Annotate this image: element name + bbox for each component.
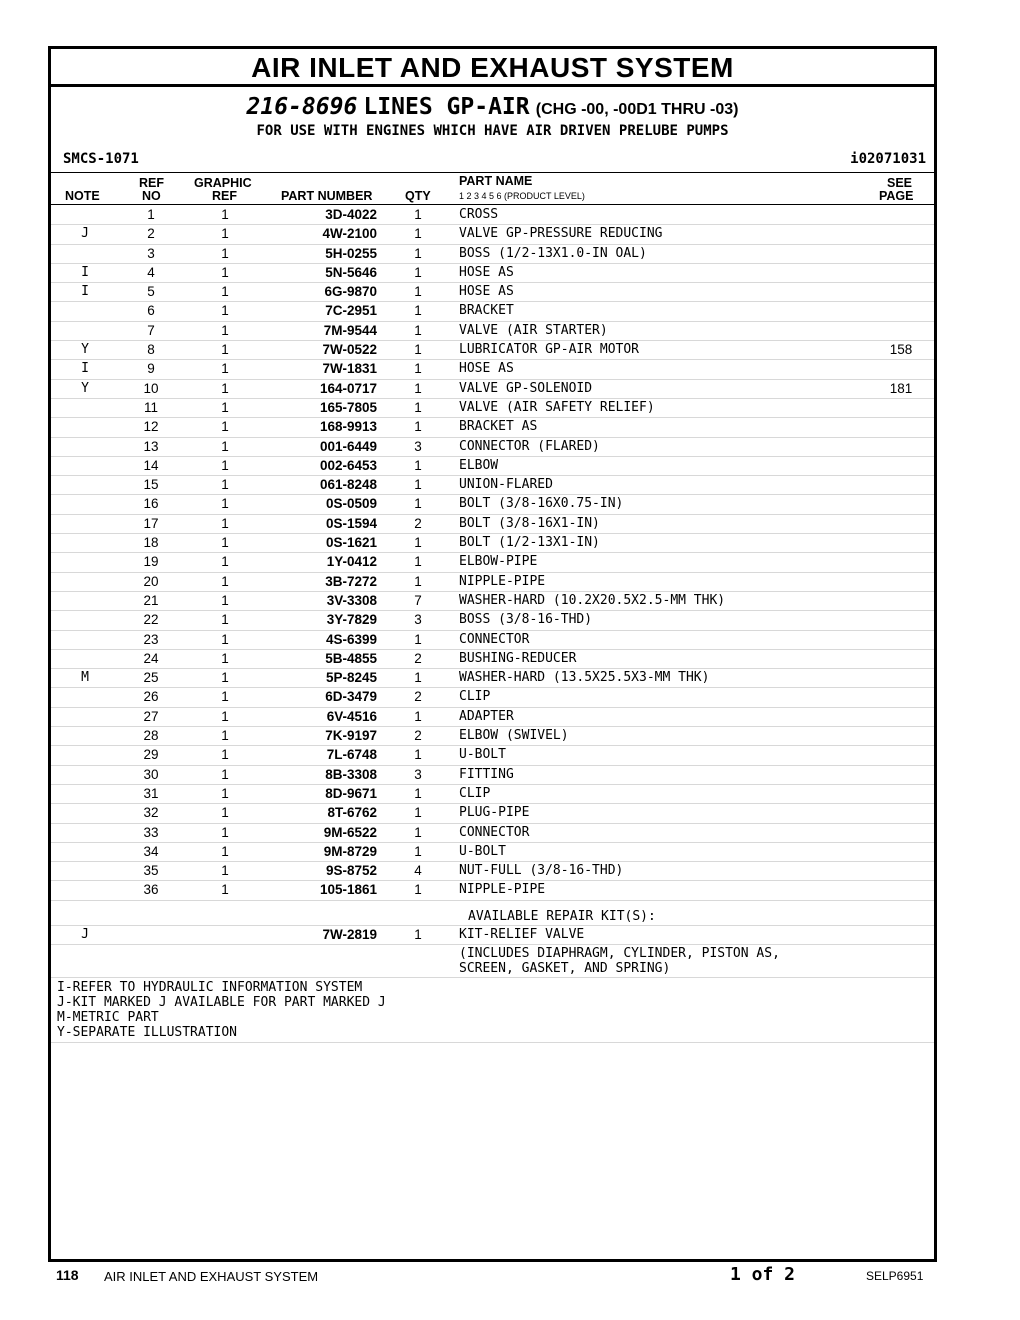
row-part-number: 4W-2100 bbox=[322, 226, 377, 242]
table-row bbox=[51, 669, 934, 688]
row-ref-no: 35 bbox=[143, 863, 159, 879]
note-y: Y-SEPARATE ILLUSTRATION bbox=[57, 1024, 238, 1040]
row-qty: 2 bbox=[414, 650, 422, 666]
row-graphic-ref: 1 bbox=[221, 457, 229, 473]
kit-part-name: KIT-RELIEF VALVE bbox=[459, 926, 585, 942]
row-graphic-ref: 1 bbox=[221, 650, 229, 666]
row-ref-no: 14 bbox=[143, 457, 159, 473]
row-qty: 2 bbox=[414, 515, 422, 531]
table-row bbox=[51, 708, 934, 727]
row-graphic-ref: 1 bbox=[221, 631, 229, 647]
row-ref-no: 11 bbox=[143, 399, 158, 415]
note-j: J-KIT MARKED J AVAILABLE FOR PART MARKED J bbox=[57, 994, 386, 1010]
row-qty: 1 bbox=[414, 573, 422, 589]
row-qty: 1 bbox=[414, 785, 422, 801]
row-part-name: BOLT (1/2-13X1-IN) bbox=[459, 535, 600, 551]
col-note: NOTE bbox=[65, 189, 100, 203]
row-part-number: 168-9913 bbox=[319, 419, 377, 435]
row-part-number: 4S-6399 bbox=[325, 631, 377, 647]
row-part-name: U-BOLT bbox=[459, 843, 506, 859]
row-part-name: CONNECTOR bbox=[459, 824, 530, 840]
row-qty: 1 bbox=[414, 535, 422, 551]
row-ref-no: 1 bbox=[147, 207, 155, 222]
kit-includes-line-2: SCREEN, GASKET, AND SPRING) bbox=[459, 960, 671, 976]
row-part-name: BOLT (3/8-16X0.75-IN) bbox=[459, 496, 624, 512]
row-part-number: 3V-3308 bbox=[326, 592, 377, 608]
row-ref-no: 6 bbox=[147, 303, 155, 319]
row-ref-no: 10 bbox=[143, 380, 159, 396]
row-part-number: 5N-5646 bbox=[325, 264, 377, 280]
kit-includes bbox=[51, 945, 934, 978]
row-note: J bbox=[81, 226, 89, 242]
row-part-name: VALVE (AIR SAFETY RELIEF) bbox=[459, 399, 655, 415]
row-part-number: 3D-4022 bbox=[325, 207, 377, 222]
table-row bbox=[51, 766, 934, 785]
row-graphic-ref: 1 bbox=[221, 708, 229, 724]
row-part-name: ELBOW bbox=[459, 457, 499, 473]
table-row bbox=[51, 824, 934, 843]
table-row bbox=[51, 553, 934, 572]
row-part-name: FITTING bbox=[459, 766, 514, 782]
row-part-name: U-BOLT bbox=[459, 747, 506, 763]
row-ref-no: 15 bbox=[143, 477, 159, 493]
row-part-name: CONNECTOR (FLARED) bbox=[459, 438, 600, 454]
row-ref-no: 13 bbox=[143, 438, 159, 454]
table-row bbox=[51, 476, 934, 495]
row-ref-no: 21 bbox=[143, 592, 159, 608]
row-graphic-ref: 1 bbox=[221, 882, 229, 898]
row-ref-no: 9 bbox=[147, 361, 155, 377]
table-row bbox=[51, 631, 934, 650]
table-row bbox=[51, 457, 934, 476]
row-graphic-ref: 1 bbox=[221, 592, 229, 608]
row-qty: 1 bbox=[414, 245, 422, 261]
row-part-name: HOSE AS bbox=[459, 361, 514, 377]
group-part-number: 216-8696 bbox=[246, 94, 358, 120]
row-qty: 1 bbox=[414, 303, 422, 319]
row-qty: 1 bbox=[414, 496, 422, 512]
row-part-number: 6V-4516 bbox=[326, 708, 377, 724]
group-heading bbox=[51, 94, 934, 123]
row-ref-no: 23 bbox=[143, 631, 159, 647]
row-qty: 2 bbox=[414, 689, 422, 705]
row-qty: 1 bbox=[414, 477, 422, 493]
row-part-name: BRACKET bbox=[459, 303, 514, 319]
table-row bbox=[51, 438, 934, 457]
col-ref-top: REF bbox=[139, 176, 164, 190]
row-part-name: CLIP bbox=[459, 785, 491, 801]
col-ref-bottom: NO bbox=[142, 189, 161, 203]
row-graphic-ref: 1 bbox=[221, 245, 229, 261]
row-graphic-ref: 1 bbox=[221, 207, 229, 222]
row-graphic-ref: 1 bbox=[221, 805, 229, 821]
row-part-number: 164-0717 bbox=[319, 380, 377, 396]
info-id: i02071031 bbox=[850, 151, 926, 167]
row-ref-no: 20 bbox=[143, 573, 159, 589]
table-row bbox=[51, 360, 934, 379]
page-of: 1 of 2 bbox=[730, 1264, 796, 1285]
row-part-name: VALVE (AIR STARTER) bbox=[459, 322, 608, 338]
footer-section: AIR INLET AND EXHAUST SYSTEM bbox=[104, 1269, 319, 1284]
row-part-number: 7C-2951 bbox=[325, 303, 377, 319]
row-qty: 1 bbox=[414, 631, 422, 647]
col-graphic-top: GRAPHIC bbox=[194, 176, 252, 190]
row-part-name: PLUG-PIPE bbox=[459, 805, 530, 821]
table-row bbox=[51, 264, 934, 283]
row-qty: 1 bbox=[414, 361, 422, 377]
row-part-name: WASHER-HARD (10.2X20.5X2.5-MM THK) bbox=[459, 592, 726, 608]
table-row bbox=[51, 727, 934, 746]
row-part-number: 0S-0509 bbox=[325, 496, 377, 512]
document-id: SELP6951 bbox=[866, 1269, 924, 1283]
row-ref-no: 27 bbox=[143, 708, 159, 724]
table-row bbox=[51, 688, 934, 707]
table-row bbox=[51, 534, 934, 553]
row-qty: 1 bbox=[414, 457, 422, 473]
row-part-number: 7W-0522 bbox=[322, 342, 377, 358]
row-part-name: BOSS (1/2-13X1.0-IN OAL) bbox=[459, 245, 647, 261]
row-graphic-ref: 1 bbox=[221, 399, 229, 415]
page-number: 118 bbox=[56, 1267, 79, 1283]
row-graphic-ref: 1 bbox=[221, 728, 229, 744]
row-part-name: BRACKET AS bbox=[459, 419, 538, 435]
row-part-name: LUBRICATOR GP-AIR MOTOR bbox=[459, 342, 640, 358]
row-ref-no: 29 bbox=[143, 747, 159, 763]
table-row bbox=[51, 206, 934, 225]
row-part-number: 5H-0255 bbox=[325, 245, 377, 261]
table-row bbox=[51, 785, 934, 804]
row-qty: 1 bbox=[414, 670, 422, 686]
row-part-name: ELBOW (SWIVEL) bbox=[459, 728, 569, 744]
row-graphic-ref: 1 bbox=[221, 419, 229, 435]
row-qty: 1 bbox=[414, 322, 422, 338]
notes-legend bbox=[51, 978, 934, 1043]
table-row bbox=[51, 418, 934, 437]
row-graphic-ref: 1 bbox=[221, 264, 229, 280]
row-part-number: 001-6449 bbox=[319, 438, 377, 454]
row-graphic-ref: 1 bbox=[221, 477, 229, 493]
row-part-number: 6G-9870 bbox=[324, 284, 377, 300]
row-graphic-ref: 1 bbox=[221, 554, 229, 570]
row-ref-no: 31 bbox=[143, 785, 159, 801]
kit-qty: 1 bbox=[414, 926, 422, 942]
row-graphic-ref: 1 bbox=[221, 303, 229, 319]
row-part-name: WASHER-HARD (13.5X25.5X3-MM THK) bbox=[459, 670, 710, 686]
table-row bbox=[51, 302, 934, 321]
col-see-top: SEE bbox=[887, 176, 913, 190]
row-graphic-ref: 1 bbox=[221, 322, 229, 338]
row-ref-no: 18 bbox=[143, 535, 159, 551]
row-qty: 1 bbox=[414, 882, 422, 898]
row-part-number: 5P-8245 bbox=[325, 670, 377, 686]
row-part-name: ADAPTER bbox=[459, 708, 514, 724]
row-ref-no: 8 bbox=[147, 342, 155, 358]
table-row bbox=[51, 322, 934, 341]
row-ref-no: 25 bbox=[143, 670, 159, 686]
row-part-number: 8T-6762 bbox=[327, 805, 377, 821]
row-graphic-ref: 1 bbox=[221, 380, 229, 396]
row-qty: 3 bbox=[414, 438, 422, 454]
table-row bbox=[51, 399, 934, 418]
row-qty: 1 bbox=[414, 419, 422, 435]
row-graphic-ref: 1 bbox=[221, 496, 229, 512]
row-ref-no: 28 bbox=[143, 728, 159, 744]
kit-note: J bbox=[81, 926, 89, 942]
row-graphic-ref: 1 bbox=[221, 863, 229, 879]
row-part-name: CROSS bbox=[459, 207, 499, 222]
row-part-name: BOSS (3/8-16-THD) bbox=[459, 612, 593, 628]
row-ref-no: 7 bbox=[147, 322, 155, 338]
table-row bbox=[51, 650, 934, 669]
group-part-name: LINES GP-AIR bbox=[363, 94, 530, 120]
row-ref-no: 24 bbox=[143, 650, 159, 666]
row-ref-no: 19 bbox=[143, 554, 159, 570]
row-ref-no: 22 bbox=[143, 612, 159, 628]
smcs-code: SMCS-1071 bbox=[63, 151, 139, 167]
row-graphic-ref: 1 bbox=[221, 747, 229, 763]
col-part-number: PART NUMBER bbox=[281, 189, 373, 203]
table-row bbox=[51, 746, 934, 765]
row-part-number: 002-6453 bbox=[319, 457, 377, 473]
row-part-name: ELBOW-PIPE bbox=[459, 554, 538, 570]
row-part-number: 105-1861 bbox=[319, 882, 377, 898]
row-graphic-ref: 1 bbox=[221, 535, 229, 551]
row-part-number: 5B-4855 bbox=[325, 650, 377, 666]
row-part-number: 165-7805 bbox=[319, 399, 377, 415]
row-ref-no: 33 bbox=[143, 824, 159, 840]
row-part-number: 9S-8752 bbox=[325, 863, 377, 879]
row-ref-no: 36 bbox=[143, 882, 159, 898]
row-part-number: 9M-6522 bbox=[323, 824, 377, 840]
note-m: M-METRIC PART bbox=[57, 1009, 159, 1025]
row-part-number: 7K-9197 bbox=[325, 728, 377, 744]
row-note: I bbox=[81, 264, 89, 280]
table-row bbox=[51, 611, 934, 630]
row-qty: 4 bbox=[414, 863, 422, 879]
note-i: I-REFER TO HYDRAULIC INFORMATION SYSTEM bbox=[57, 979, 363, 995]
row-part-name: UNION-FLARED bbox=[459, 477, 553, 493]
table-header bbox=[51, 174, 934, 205]
table-row bbox=[51, 380, 934, 399]
row-ref-no: 3 bbox=[147, 245, 155, 261]
row-note: M bbox=[81, 670, 89, 686]
row-graphic-ref: 1 bbox=[221, 226, 229, 242]
row-qty: 1 bbox=[414, 207, 422, 222]
kit-includes-line-1: (INCLUDES DIAPHRAGM, CYLINDER, PISTON AS, bbox=[459, 945, 780, 961]
row-ref-no: 17 bbox=[143, 515, 159, 531]
row-part-number: 3B-7272 bbox=[325, 573, 377, 589]
row-graphic-ref: 1 bbox=[221, 515, 229, 531]
row-qty: 1 bbox=[414, 226, 422, 242]
row-part-name: CONNECTOR bbox=[459, 631, 530, 647]
table-row bbox=[51, 862, 934, 881]
row-ref-no: 4 bbox=[147, 264, 155, 280]
row-graphic-ref: 1 bbox=[221, 573, 229, 589]
row-qty: 1 bbox=[414, 264, 422, 280]
row-qty: 1 bbox=[414, 399, 422, 415]
parts-table bbox=[51, 206, 934, 1043]
table-row bbox=[51, 881, 934, 900]
kit-part-number: 7W-2819 bbox=[322, 926, 377, 942]
table-row bbox=[51, 515, 934, 534]
use-with-note: FOR USE WITH ENGINES WHICH HAVE AIR DRIVEN PRELUBE PUMPS bbox=[256, 123, 729, 139]
row-part-name: VALVE GP-SOLENOID bbox=[459, 380, 593, 396]
row-qty: 1 bbox=[414, 284, 422, 300]
row-graphic-ref: 1 bbox=[221, 438, 229, 454]
row-qty: 3 bbox=[414, 766, 422, 782]
row-part-number: 0S-1621 bbox=[325, 535, 377, 551]
table-row bbox=[51, 225, 934, 244]
row-part-name: VALVE GP-PRESSURE REDUCING bbox=[459, 226, 663, 242]
row-graphic-ref: 1 bbox=[221, 785, 229, 801]
table-row bbox=[51, 341, 934, 360]
parts-page-frame bbox=[48, 46, 937, 1262]
row-graphic-ref: 1 bbox=[221, 843, 229, 859]
row-part-number: 7W-1831 bbox=[322, 361, 377, 377]
col-graphic-bottom: REF bbox=[212, 189, 237, 203]
row-part-name: CLIP bbox=[459, 689, 491, 705]
row-note: Y bbox=[81, 342, 89, 358]
row-graphic-ref: 1 bbox=[221, 284, 229, 300]
row-graphic-ref: 1 bbox=[221, 689, 229, 705]
page-title: AIR INLET AND EXHAUST SYSTEM bbox=[51, 49, 934, 87]
row-graphic-ref: 1 bbox=[221, 361, 229, 377]
row-part-number: 3Y-7829 bbox=[326, 612, 377, 628]
row-note: Y bbox=[81, 380, 89, 396]
page-footer bbox=[0, 1262, 1020, 1292]
row-part-name: HOSE AS bbox=[459, 264, 514, 280]
col-qty: QTY bbox=[405, 189, 431, 203]
row-see-page: 181 bbox=[889, 380, 913, 396]
row-note: I bbox=[81, 361, 89, 377]
row-graphic-ref: 1 bbox=[221, 824, 229, 840]
table-row bbox=[51, 843, 934, 862]
row-ref-no: 16 bbox=[143, 496, 159, 512]
row-ref-no: 26 bbox=[143, 689, 159, 705]
repair-kit-heading: AVAILABLE REPAIR KIT(S): bbox=[468, 908, 656, 924]
col-part-name: PART NAME bbox=[459, 174, 533, 188]
row-qty: 7 bbox=[414, 592, 422, 608]
table-row bbox=[51, 283, 934, 302]
row-graphic-ref: 1 bbox=[221, 342, 229, 358]
row-ref-no: 34 bbox=[143, 843, 159, 859]
row-part-number: 061-8248 bbox=[319, 477, 377, 493]
row-part-number: 7L-6748 bbox=[326, 747, 377, 763]
row-qty: 1 bbox=[414, 747, 422, 763]
row-part-number: 8D-9671 bbox=[325, 785, 377, 801]
row-part-number: 1Y-0412 bbox=[326, 554, 377, 570]
row-ref-no: 5 bbox=[147, 284, 155, 300]
row-graphic-ref: 1 bbox=[221, 670, 229, 686]
row-qty: 1 bbox=[414, 342, 422, 358]
repair-kit-row bbox=[51, 925, 934, 945]
row-qty: 1 bbox=[414, 554, 422, 570]
row-qty: 1 bbox=[414, 843, 422, 859]
row-ref-no: 12 bbox=[143, 419, 159, 435]
row-ref-no: 32 bbox=[143, 805, 159, 821]
table-row bbox=[51, 495, 934, 514]
row-part-name: NUT-FULL (3/8-16-THD) bbox=[459, 863, 624, 879]
table-row bbox=[51, 245, 934, 264]
row-ref-no: 2 bbox=[147, 226, 155, 242]
row-part-name: BOLT (3/8-16X1-IN) bbox=[459, 515, 600, 531]
row-ref-no: 30 bbox=[143, 766, 159, 782]
row-part-number: 8B-3308 bbox=[325, 766, 377, 782]
row-graphic-ref: 1 bbox=[221, 766, 229, 782]
row-see-page: 158 bbox=[889, 342, 913, 358]
row-qty: 3 bbox=[414, 612, 422, 628]
row-part-number: 9M-8729 bbox=[323, 843, 377, 859]
row-part-number: 0S-1594 bbox=[325, 515, 377, 531]
row-part-name: NIPPLE-PIPE bbox=[459, 882, 546, 898]
row-note: I bbox=[81, 284, 89, 300]
table-row bbox=[51, 592, 934, 611]
col-see-bottom: PAGE bbox=[879, 189, 914, 203]
row-part-number: 6D-3479 bbox=[325, 689, 377, 705]
row-qty: 1 bbox=[414, 380, 422, 396]
row-qty: 1 bbox=[414, 805, 422, 821]
row-part-name: BUSHING-REDUCER bbox=[459, 650, 577, 666]
row-graphic-ref: 1 bbox=[221, 612, 229, 628]
table-row bbox=[51, 573, 934, 592]
row-qty: 1 bbox=[414, 824, 422, 840]
row-part-number: 7M-9544 bbox=[323, 322, 377, 338]
change-level: (CHG -00, -00D1 THRU -03) bbox=[535, 101, 739, 118]
row-part-name: NIPPLE-PIPE bbox=[459, 573, 546, 589]
col-product-levels: 1 2 3 4 5 6 (PRODUCT LEVEL) bbox=[459, 191, 585, 201]
row-qty: 2 bbox=[414, 728, 422, 744]
row-qty: 1 bbox=[414, 708, 422, 724]
header-divider bbox=[51, 172, 934, 173]
row-part-name: HOSE AS bbox=[459, 284, 514, 300]
table-row bbox=[51, 804, 934, 823]
